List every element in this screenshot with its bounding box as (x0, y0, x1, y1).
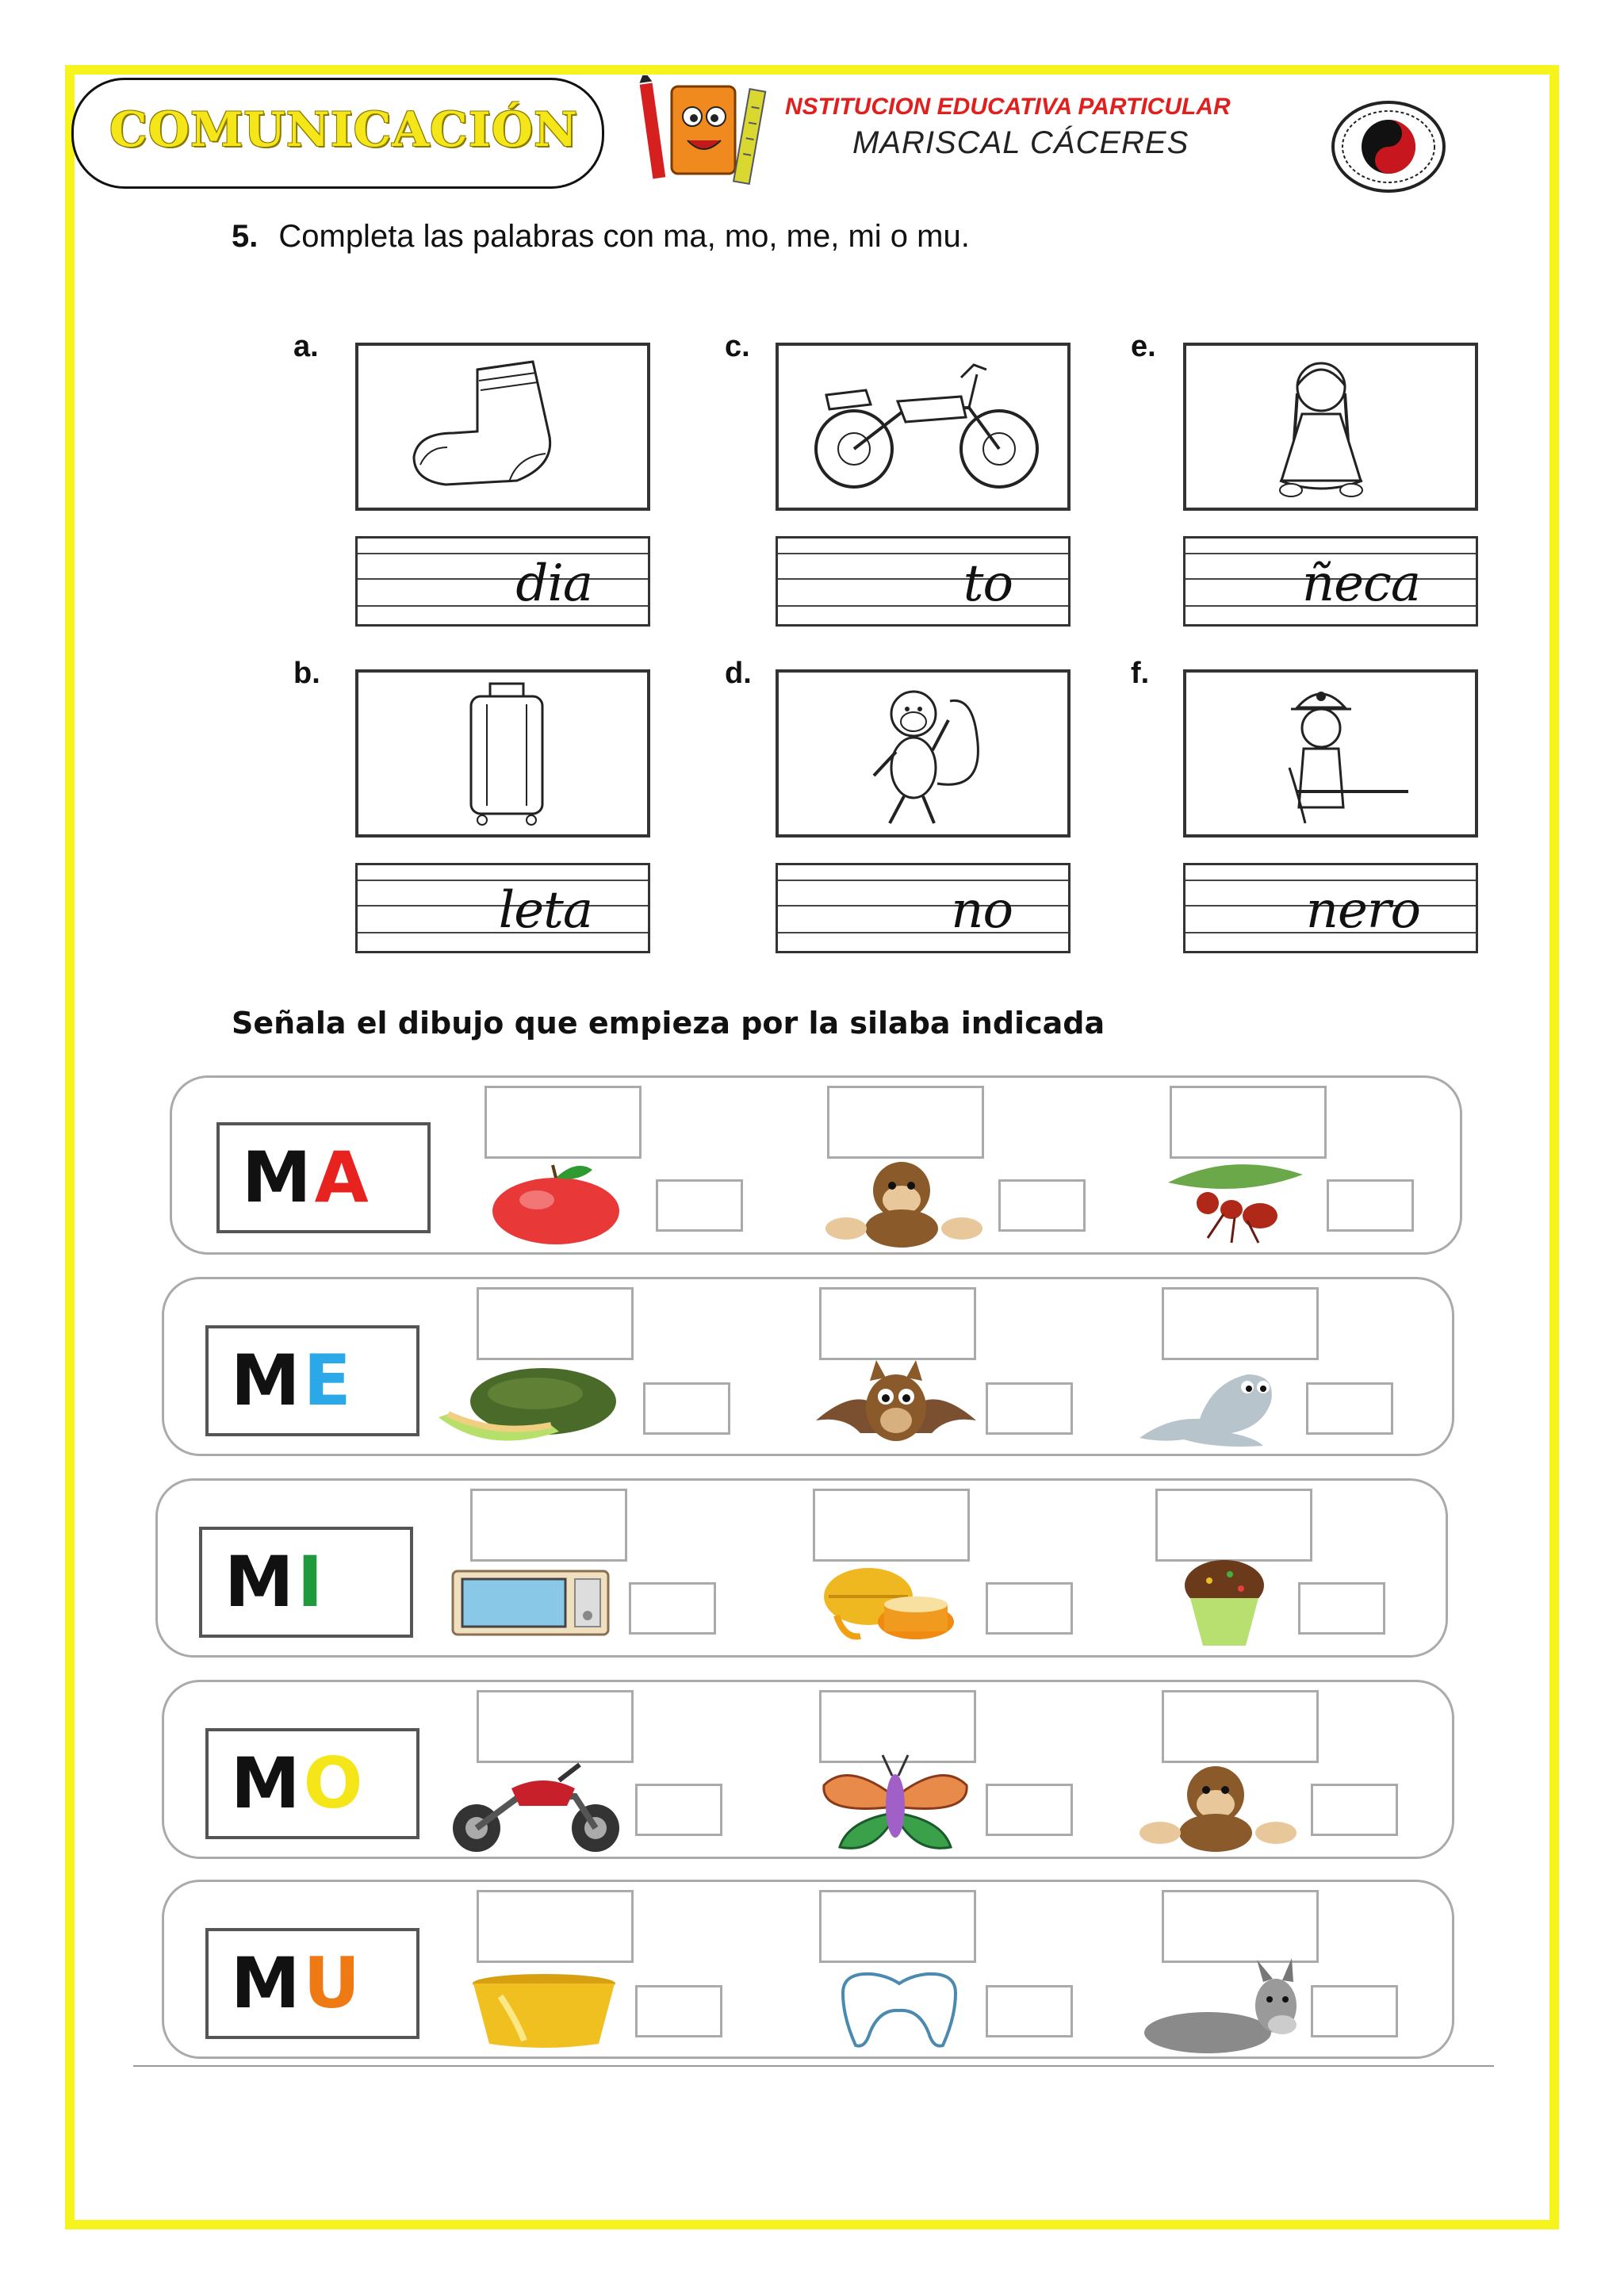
motorcycle-icon (440, 1757, 630, 1855)
item-a-picture (355, 343, 650, 511)
miner-icon (1186, 673, 1475, 834)
item-b-writing (355, 863, 650, 953)
mark-box[interactable] (986, 1985, 1073, 2037)
write-label-box[interactable] (1170, 1086, 1327, 1159)
item-a-letter: a. (293, 330, 319, 363)
mark-box[interactable] (1327, 1179, 1414, 1232)
exercise6-instruction: Señala el dibujo que empieza por la silaba indicada (232, 1006, 1105, 1041)
syllable-card: MI (199, 1527, 413, 1638)
melon-icon (432, 1362, 622, 1449)
item-b-letter: b. (293, 657, 320, 690)
write-label-box[interactable] (470, 1489, 627, 1562)
write-label-box[interactable] (477, 1890, 634, 1963)
bowl-icon (469, 1972, 619, 2052)
mark-box[interactable] (1311, 1784, 1398, 1836)
write-label-box[interactable] (477, 1287, 634, 1360)
tooth-icon (832, 1969, 967, 2052)
syllable-row-mi (155, 1478, 1448, 1658)
exercise5-number: 5. (232, 219, 259, 254)
item-b-picture (355, 669, 650, 838)
syllable-card: MU (205, 1928, 419, 2039)
write-label-box[interactable] (1162, 1890, 1319, 1963)
subject-badge (71, 78, 604, 189)
monkey-icon (822, 1152, 989, 1248)
syllable-card: MO (205, 1728, 419, 1839)
doll-icon (1186, 346, 1475, 508)
seal-icon (1136, 1351, 1295, 1449)
item-f-letter: f. (1131, 657, 1150, 690)
item-c-writing (776, 536, 1071, 627)
write-label-box[interactable] (813, 1489, 970, 1562)
school-seal-icon (1329, 99, 1448, 194)
mark-box[interactable] (629, 1582, 716, 1635)
write-label-box[interactable] (1155, 1489, 1312, 1562)
item-c-picture (776, 343, 1071, 511)
school-subtitle: MARISCAL CÁCERES (852, 125, 1189, 160)
item-c-letter: c. (725, 330, 750, 363)
mark-box[interactable] (986, 1382, 1073, 1435)
microwave-icon (451, 1568, 610, 1639)
item-d-writing (776, 863, 1071, 953)
honey-icon (813, 1560, 971, 1647)
exercise5-instruction: 5. Completa las palabras con ma, mo, me, mi o mu. (232, 219, 970, 254)
mark-box[interactable] (656, 1179, 743, 1232)
syllable-row-ma (170, 1075, 1462, 1255)
item-f-word: nero (1305, 881, 1420, 940)
monkey-icon (1136, 1757, 1303, 1852)
suitcase-icon (358, 673, 647, 834)
donkey-icon (1136, 1958, 1311, 2056)
write-label-box[interactable] (827, 1086, 984, 1159)
item-e-letter: e. (1131, 330, 1156, 363)
bottom-divider (133, 2065, 1494, 2067)
item-d-word: no (951, 881, 1013, 940)
mark-box[interactable] (998, 1179, 1086, 1232)
item-d-picture (776, 669, 1071, 838)
write-label-box[interactable] (1162, 1690, 1319, 1763)
item-b-word: leta (498, 881, 592, 940)
syllable-card: MA (216, 1122, 431, 1233)
mark-box[interactable] (635, 1985, 722, 2037)
item-f-picture (1183, 669, 1478, 838)
mark-box[interactable] (1311, 1985, 1398, 2037)
item-c-word: to (963, 554, 1013, 613)
mark-box[interactable] (1298, 1582, 1385, 1635)
item-e-writing (1183, 536, 1478, 627)
item-e-picture (1183, 343, 1478, 511)
write-label-box[interactable] (819, 1890, 976, 1963)
item-a-word: dia (515, 554, 592, 613)
item-d-letter: d. (725, 657, 752, 690)
butterfly-icon (816, 1750, 975, 1857)
mark-box[interactable] (986, 1784, 1073, 1836)
write-label-box[interactable] (819, 1287, 976, 1360)
write-label-box[interactable] (485, 1086, 642, 1159)
item-e-word: ñeca (1301, 554, 1420, 613)
write-label-box[interactable] (477, 1690, 634, 1763)
school-name: NSTITUCION EDUCATIVA PARTICULAR (785, 94, 1231, 120)
syllable-row-me (162, 1277, 1454, 1456)
syllable-card: ME (205, 1325, 419, 1436)
mark-box[interactable] (643, 1382, 730, 1435)
bat-icon (813, 1357, 979, 1449)
apple-icon (489, 1159, 624, 1246)
item-f-writing (1183, 863, 1478, 953)
mark-box[interactable] (986, 1582, 1073, 1635)
monkey-icon (779, 673, 1067, 834)
syllable-row-mo (162, 1680, 1454, 1859)
motorcycle-icon (779, 346, 1067, 508)
ant-icon (1152, 1159, 1311, 1246)
ice-cream-icon (1181, 1557, 1268, 1649)
write-label-box[interactable] (1162, 1287, 1319, 1360)
mark-box[interactable] (1306, 1382, 1393, 1435)
book-mascot-icon (638, 75, 781, 194)
sock-icon (358, 346, 647, 508)
subject-title: COMUNICACIÓN (109, 102, 578, 158)
mark-box[interactable] (635, 1784, 722, 1836)
item-a-writing (355, 536, 650, 627)
syllable-row-mu (162, 1880, 1454, 2059)
